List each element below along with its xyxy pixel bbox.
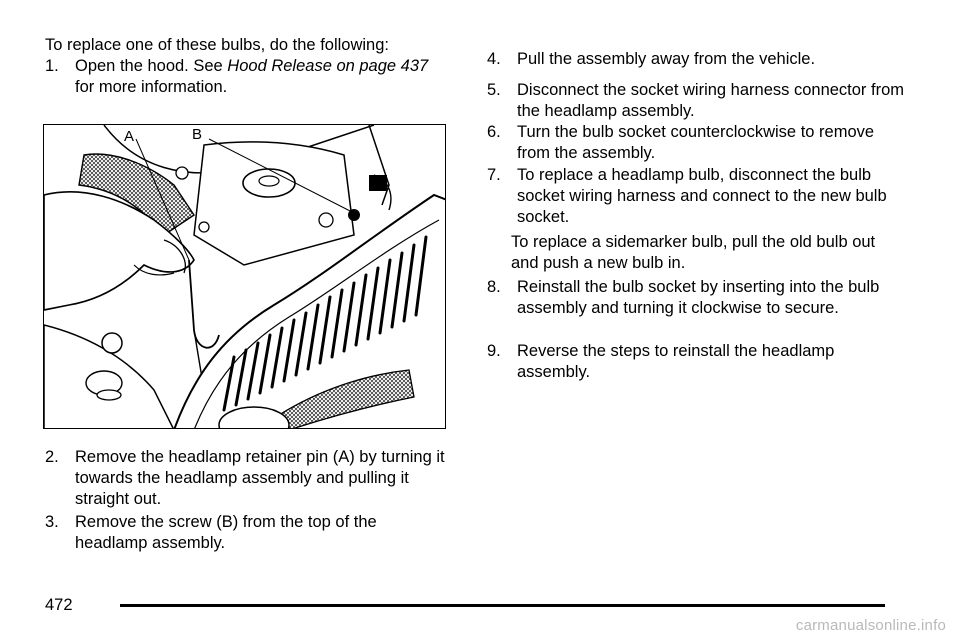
- step-5-number: 5.: [487, 81, 501, 99]
- step-5-text: Disconnect the socket wiring harness connector from the headlamp assembly.: [517, 81, 905, 120]
- step-3-number: 3.: [45, 513, 59, 531]
- step-2: [45, 447, 450, 510]
- step-1: [45, 56, 450, 98]
- step-9-text: Reverse the steps to reinstall the headlamp assembly.: [517, 342, 835, 381]
- watermark-text: carmanualsonline.info: [795, 617, 946, 634]
- step-7-number: 7.: [487, 166, 501, 184]
- callout-label-b: B: [192, 126, 203, 143]
- headlamp-removal-illustration: [43, 124, 446, 429]
- step-3: [45, 512, 450, 554]
- step-1-text-before: Open the hood. See: [75, 57, 228, 75]
- step-4: [487, 49, 907, 70]
- step-1-text-after: for more information.: [75, 78, 228, 96]
- step-1-number: 1.: [45, 57, 59, 75]
- step-7: [487, 165, 907, 228]
- intro-text: To replace one of these bulbs, do the following:: [45, 36, 389, 54]
- footer-rule: [120, 604, 885, 607]
- step-9-number: 9.: [487, 342, 501, 360]
- page-number: 472: [45, 596, 73, 614]
- step-5: [487, 80, 907, 122]
- step-4-text: Pull the assembly away from the vehicle.: [517, 50, 816, 68]
- step-4-number: 4.: [487, 50, 501, 68]
- step-2-number: 2.: [45, 448, 59, 466]
- callout-label-a: A: [124, 128, 135, 145]
- step-2-text: Remove the headlamp retainer pin (A) by turning it towards the headlamp assembly and pulling it straight out.: [75, 448, 445, 508]
- step-6-text: Turn the bulb socket counterclockwise to remove from the assembly.: [517, 123, 875, 162]
- step-8: [487, 277, 907, 319]
- step-3-text: Remove the screw (B) from the top of the headlamp assembly.: [75, 513, 377, 552]
- sidemarker-note: To replace a sidemarker bulb, pull the old bulb out and push a new bulb in.: [511, 233, 876, 272]
- step-8-number: 8.: [487, 278, 501, 296]
- step-6-number: 6.: [487, 123, 501, 141]
- headlamp-illustration-svg: [44, 125, 446, 429]
- hood-release-reference-link[interactable]: Hood Release on page 437: [227, 57, 429, 75]
- step-6: [487, 122, 907, 164]
- step-9: [487, 341, 907, 383]
- step-8-text: Reinstall the bulb socket by inserting into the bulb assembly and turning it clockwise to secure.: [517, 278, 880, 317]
- step-7-text: To replace a headlamp bulb, disconnect the bulb socket wiring harness and connect to the new bulb socket.: [517, 166, 887, 226]
